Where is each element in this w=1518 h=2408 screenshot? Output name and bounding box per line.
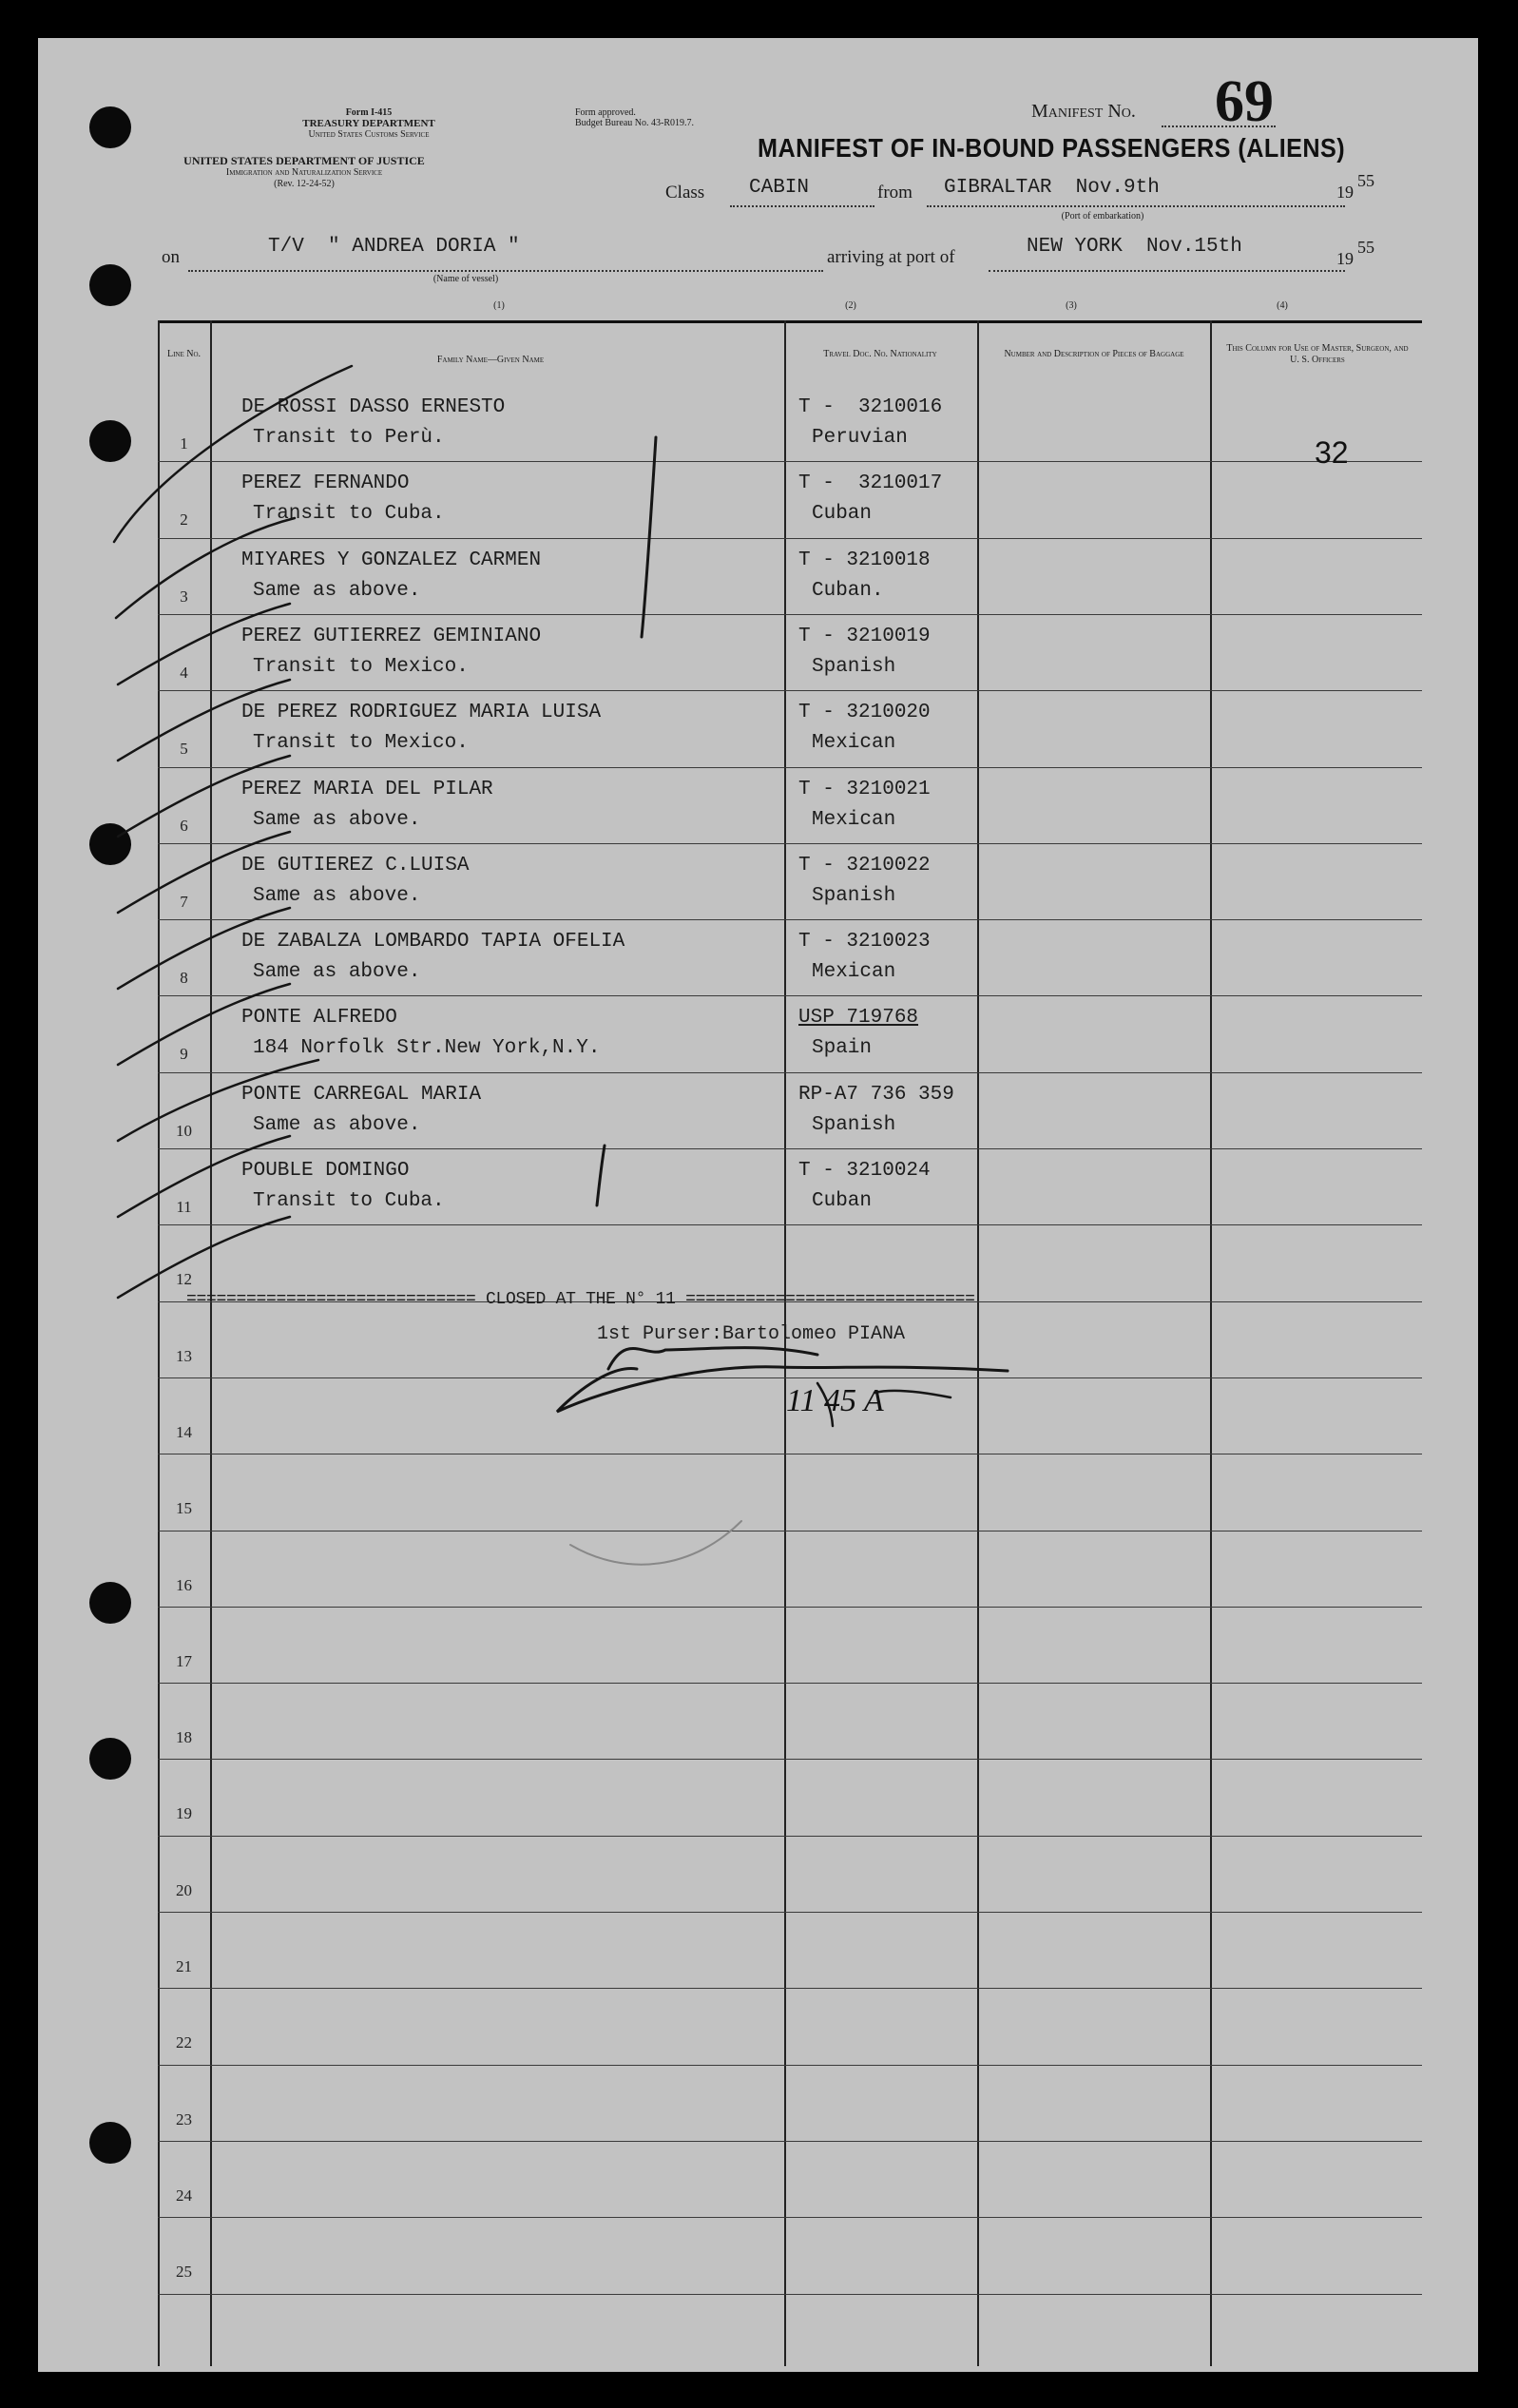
passenger-note: Transit to Mexico. (253, 732, 469, 755)
passenger-name: PEREZ MARIA DEL PILAR (241, 778, 493, 800)
passenger-name: POUBLE DOMINGO (241, 1160, 410, 1182)
faint-arc (570, 1521, 741, 1565)
passenger-name: DE ZABALZA LOMBARDO TAPIA OFELIA (241, 931, 625, 954)
col-num-1: (1) (493, 300, 505, 311)
form-number: Form I-415 (345, 107, 393, 118)
travel-doc-number: T - 3210022 (798, 854, 931, 877)
page-title: MANIFEST OF IN-BOUND PASSENGERS (ALIENS) (758, 133, 1346, 163)
line-number: 1 (180, 434, 188, 453)
nationality: Spanish (812, 655, 896, 678)
col-num-4: (4) (1277, 300, 1288, 311)
form-approved: Form approved. (575, 107, 636, 118)
line-number: 2 (180, 510, 188, 530)
manifest-sheet (38, 38, 1478, 2372)
vessel-caption: (Name of vessel) (432, 274, 499, 284)
col-num-3: (3) (1066, 300, 1077, 311)
on-label: on (162, 247, 180, 267)
nationality: Mexican (812, 732, 896, 755)
check-stroke (118, 604, 290, 684)
from-label: from (877, 183, 913, 202)
year-prefix-2: 19 (1336, 249, 1354, 268)
passenger-note: Same as above. (253, 884, 421, 907)
line-number: 8 (180, 969, 188, 988)
col-head-name: Family Name—Given Name (436, 355, 545, 365)
line-number: 16 (176, 1575, 192, 1594)
passenger-name: PONTE CARREGAL MARIA (241, 1083, 482, 1106)
passenger-note: 184 Norfolk Str.New York,N.Y. (253, 1037, 601, 1060)
arriving-label: arriving at port of (827, 247, 955, 267)
line-number: 7 (180, 892, 188, 911)
line-number: 23 (176, 2109, 192, 2129)
treasury-dept: TREASURY DEPARTMENT (302, 118, 435, 129)
travel-doc-number: T - 3210019 (798, 625, 931, 647)
col-head-baggage: Number and Description of Pieces of Baggage (1004, 349, 1184, 359)
line-number: 21 (176, 1957, 192, 1975)
nationality: Peruvian (812, 427, 908, 449)
passenger-name: PEREZ FERNANDO (241, 472, 410, 495)
handwritten-marks (38, 38, 1478, 2372)
time-annotation: 11 45 A (786, 1383, 884, 1418)
travel-doc-number: T - 3210016 (798, 396, 943, 418)
line-number: 14 (176, 1422, 192, 1441)
check-stroke (118, 680, 290, 761)
line-number: 10 (176, 1121, 192, 1140)
nationality: Cuban (812, 503, 873, 526)
line-number: 4 (180, 663, 188, 682)
arrival-value: NEW YORK Nov.15th (1027, 236, 1242, 258)
travel-doc-number: T - 3210024 (798, 1160, 931, 1182)
line-number: 5 (180, 740, 188, 759)
line-number: 18 (176, 1728, 192, 1747)
passenger-name: MIYARES Y GONZALEZ CARMEN (241, 549, 542, 571)
col-head-line: Line No. (166, 349, 202, 359)
line-number: 22 (176, 2033, 192, 2052)
nationality: Mexican (812, 961, 896, 984)
port-embarkation-caption: (Port of embarkation) (1061, 211, 1144, 222)
nationality: Spain (812, 1037, 873, 1060)
passenger-name: DE PEREZ RODRIGUEZ MARIA LUISA (241, 702, 602, 724)
passenger-note: Same as above. (253, 961, 421, 984)
time-mark (874, 1391, 951, 1397)
passenger-note: Transit to Cuba. (253, 503, 445, 526)
line-number: 6 (180, 816, 188, 835)
travel-doc-number: T - 3210020 (798, 702, 931, 724)
nationality: Spanish (812, 1113, 896, 1136)
passenger-note: Transit to Mexico. (253, 655, 469, 678)
check-stroke (114, 366, 352, 542)
passenger-note: Transit to Cuba. (253, 1190, 445, 1212)
nationality: Cuban. (812, 579, 884, 602)
passenger-note: Same as above. (253, 808, 421, 831)
check-stroke (118, 984, 290, 1065)
class-value: CABIN (749, 177, 810, 199)
check-stroke (118, 756, 290, 837)
check-stroke (118, 908, 290, 989)
travel-doc-number: USP 719768 (798, 1007, 919, 1030)
col-head-officers: This Column for Use of Master, Surgeon, and U. S. Officers (1226, 343, 1409, 365)
tally-stroke (597, 1146, 605, 1205)
nationality: Spanish (812, 884, 896, 907)
year-suffix-2: 55 (1357, 238, 1374, 257)
col-num-2: (2) (845, 300, 856, 311)
col-head-doc: Travel Doc. No. Nationality (823, 349, 937, 359)
ins-service: Immigration and Naturalization Service (225, 167, 383, 178)
travel-doc-number: T - 3210023 (798, 931, 931, 954)
passenger-note: Same as above. (253, 1113, 421, 1136)
line-number: 3 (180, 587, 188, 606)
closed-line: ============================= CLOSED AT THE N° 11 ============================= (186, 1290, 975, 1309)
line-number: 24 (176, 2186, 192, 2205)
justice-dept: UNITED STATES DEPARTMENT OF JUSTICE (183, 154, 425, 167)
travel-doc-number: RP-A7 736 359 (798, 1083, 954, 1106)
line-number: 17 (176, 1651, 192, 1670)
passenger-name: DE ROSSI DASSO ERNESTO (241, 396, 506, 418)
passenger-name: PEREZ GUTIERREZ GEMINIANO (241, 625, 542, 647)
check-stroke (116, 518, 295, 618)
passenger-name: PONTE ALFREDO (241, 1007, 397, 1030)
nationality: Cuban (812, 1190, 873, 1212)
check-stroke (118, 1136, 290, 1217)
check-stroke (118, 832, 290, 913)
line-number: 9 (180, 1045, 188, 1064)
embarkation-value: GIBRALTAR Nov.9th (944, 177, 1160, 199)
signature (557, 1367, 1008, 1412)
purser-line: 1st Purser:Bartolomeo PIANA (597, 1323, 906, 1345)
tally-stroke (642, 437, 656, 637)
check-stroke (118, 1060, 318, 1141)
check-stroke (118, 1217, 290, 1298)
budget-bureau: Budget Bureau No. 43-R019.7. (575, 118, 694, 128)
travel-doc-number: T - 3210021 (798, 778, 931, 800)
vessel-name: T/V " ANDREA DORIA " (268, 236, 520, 258)
class-label: Class (665, 183, 705, 202)
manifest-number: 69 (1215, 69, 1274, 134)
travel-doc-number: T - 3210018 (798, 549, 931, 571)
passenger-name: DE GUTIEREZ C.LUISA (241, 854, 470, 877)
nationality: Mexican (812, 808, 896, 831)
line-number: 11 (176, 1198, 192, 1216)
line-number: 12 (176, 1270, 192, 1289)
signature (608, 1348, 817, 1369)
line-number: 25 (176, 2263, 192, 2282)
year-prefix: 19 (1336, 183, 1354, 202)
line-number: 15 (176, 1499, 192, 1518)
passenger-note: Transit to Perù. (253, 427, 445, 449)
revision: (Rev. 12-24-52) (274, 179, 335, 189)
year-suffix: 55 (1357, 171, 1374, 190)
line-number: 20 (176, 1880, 192, 1899)
manifest-label: Manifest No. (1031, 101, 1136, 122)
travel-doc-number: T - 3210017 (798, 472, 943, 495)
line-number: 13 (176, 1346, 192, 1365)
officer-count: 32 (1315, 435, 1349, 470)
line-number: 19 (176, 1804, 192, 1823)
customs-service: United States Customs Service (308, 129, 430, 140)
passenger-note: Same as above. (253, 579, 421, 602)
